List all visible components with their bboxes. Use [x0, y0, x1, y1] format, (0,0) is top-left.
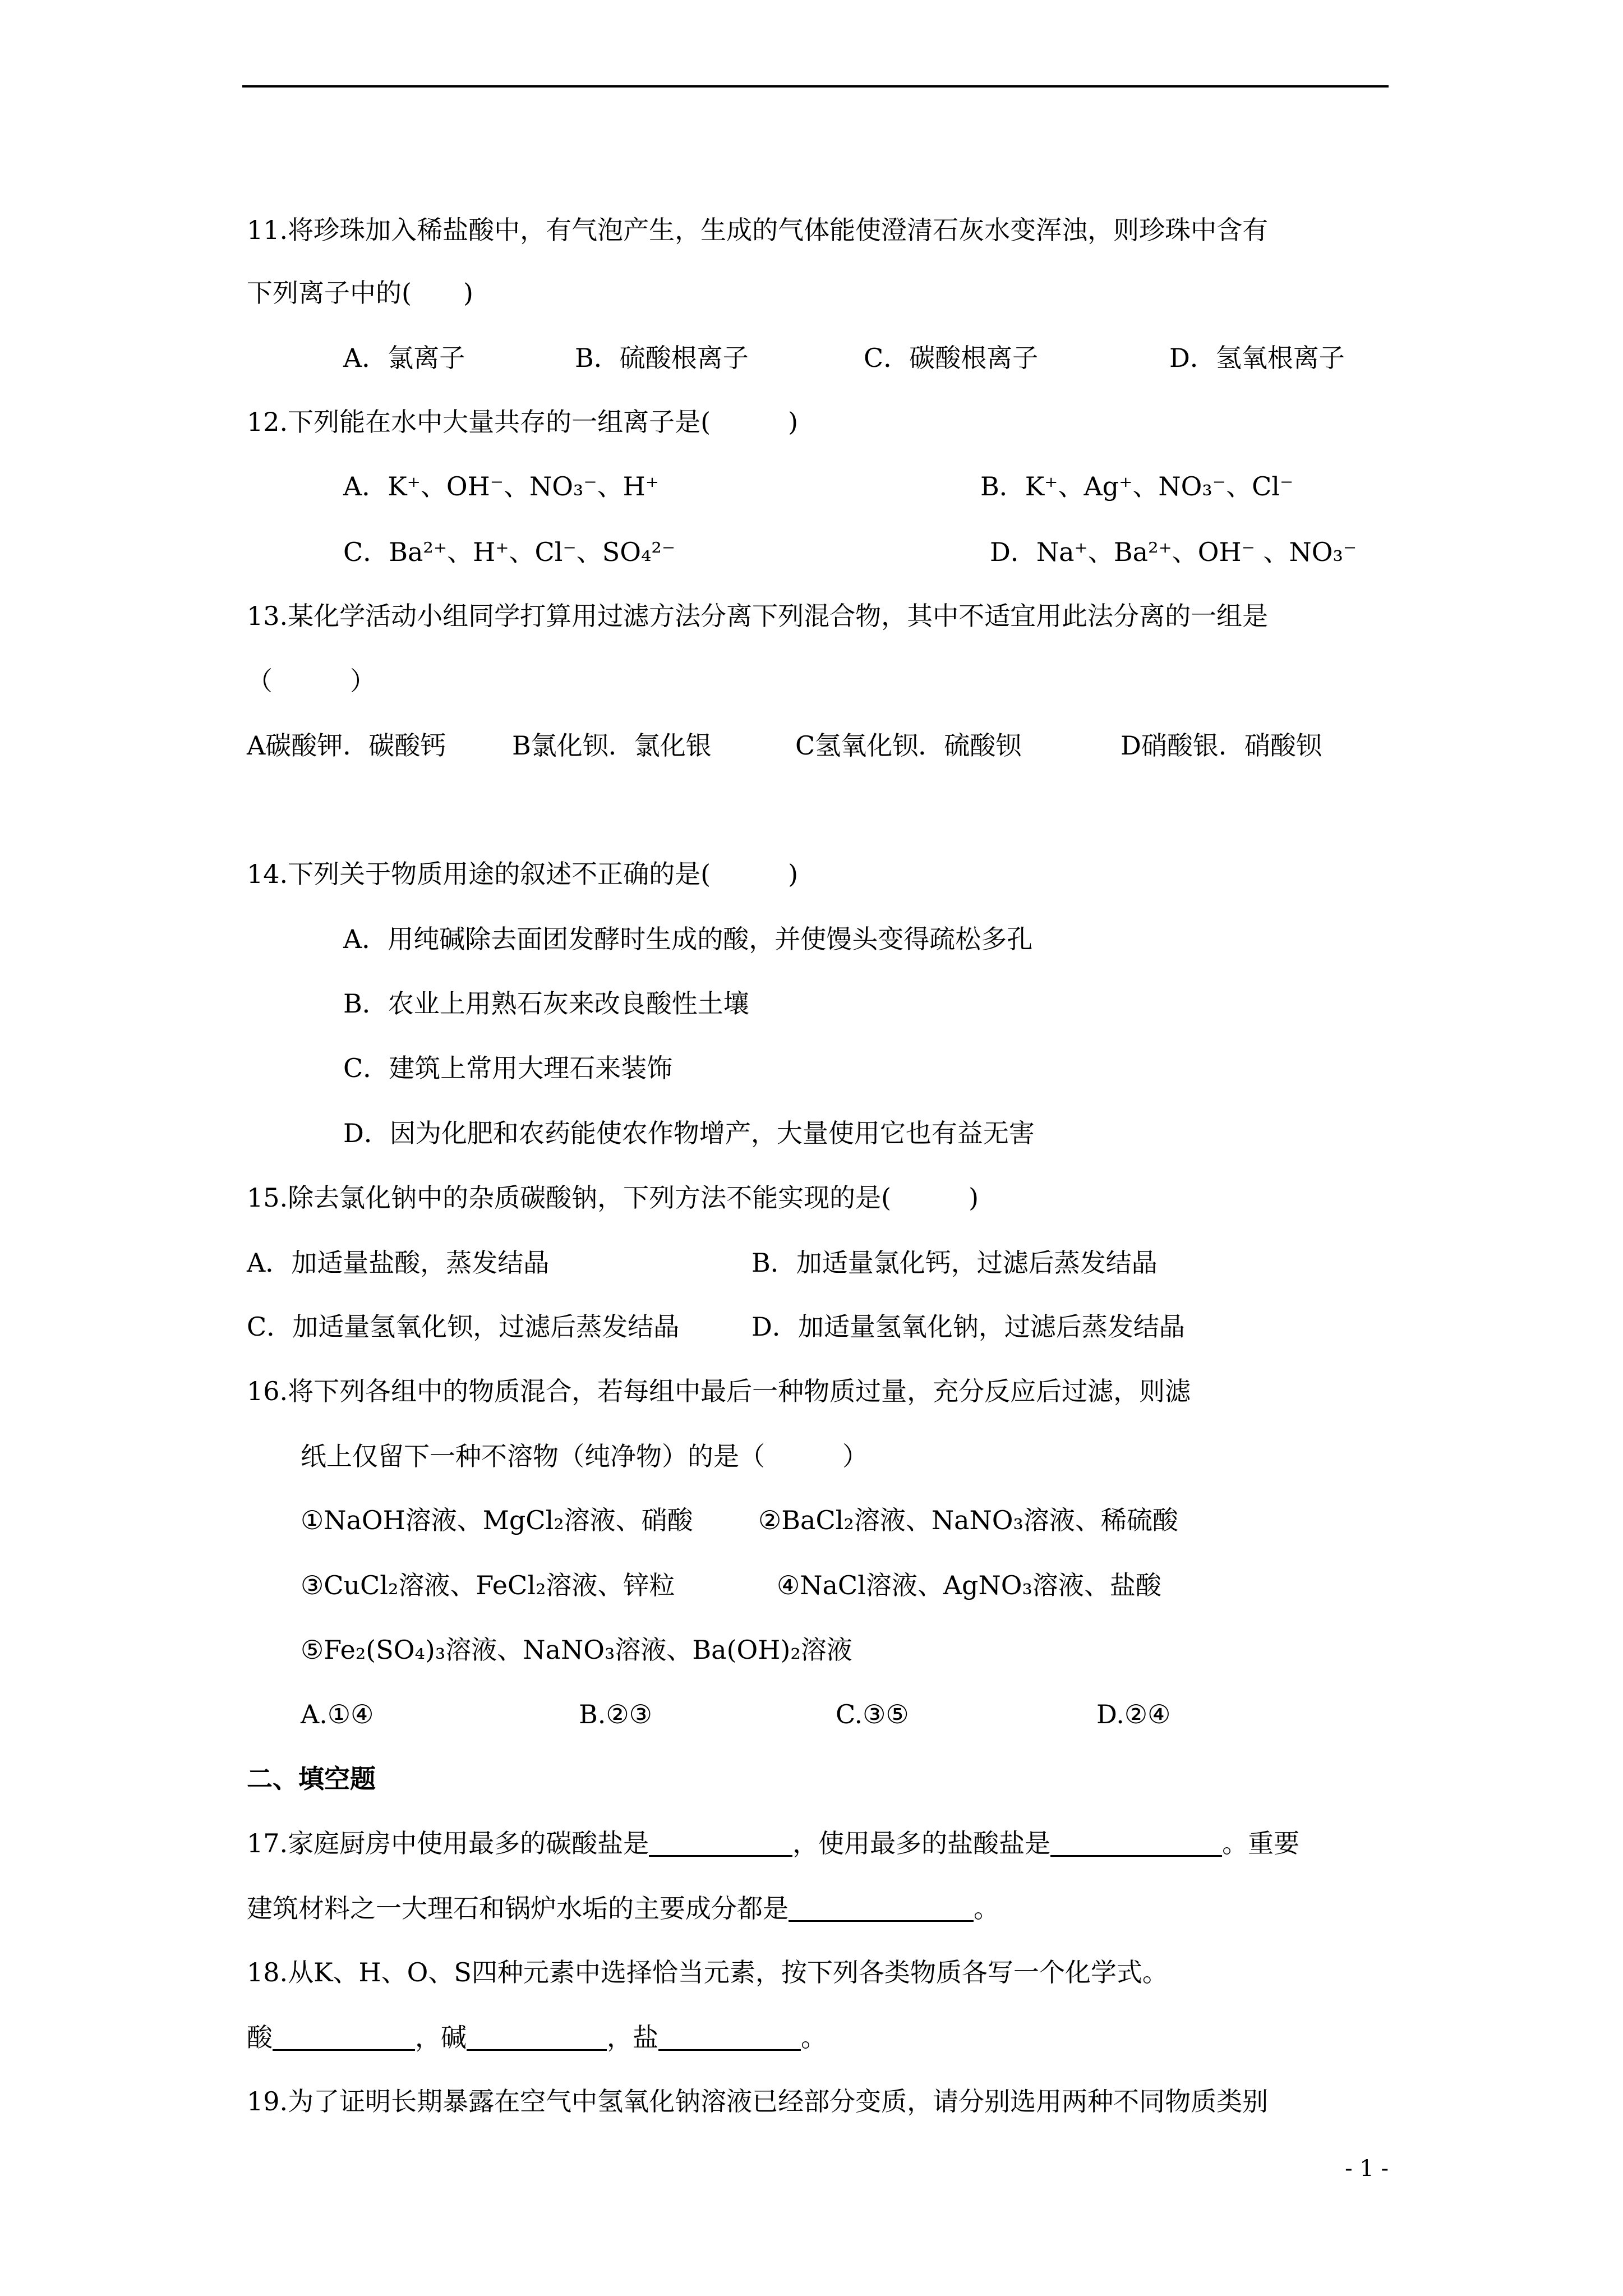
q15-stem: 15.除去氯化钠中的杂质碳酸钠，下列方法不能实现的是( ): [247, 1182, 979, 1213]
header-rule: [242, 85, 1389, 88]
q16-option-b: B.②③: [579, 1699, 652, 1729]
q11-option-d: D．氢氧根离子: [1169, 343, 1345, 373]
q15-option-b: B．加适量氯化钙，过滤后蒸发结晶: [751, 1248, 1158, 1278]
page-number: - 1 -: [1345, 2156, 1389, 2182]
q18-acid-label: 酸: [247, 2022, 273, 2053]
q18-base-blank[interactable]: [467, 2020, 607, 2051]
q13-option-a: A碳酸钾．碳酸钙: [247, 730, 446, 761]
q12-option-c: C．Ba²⁺、H⁺、Cl⁻、SO₄²⁻: [343, 537, 676, 567]
q16-item-4: ④NaCl溶液、AgNO₃溶液、盐酸: [777, 1570, 1161, 1600]
q13-line1: 13.某化学活动小组同学打算用过滤方法分离下列混合物，其中不适宜用此法分离的一组是: [247, 601, 1269, 631]
q11-line1: 11.将珍珠加入稀盐酸中，有气泡产生，生成的气体能使澄清石灰水变浑浊，则珍珠中含有: [247, 215, 1269, 245]
q14-option-a: A．用纯碱除去面团发酵时生成的酸，并使馒头变得疏松多孔: [343, 924, 1033, 954]
q15-option-d: D．加适量氢氧化钠，过滤后蒸发结晶: [751, 1312, 1185, 1342]
q16-item-3: ③CuCl₂溶液、FeCl₂溶液、锌粒: [301, 1570, 675, 1600]
q11-option-b: B．硫酸根离子: [575, 343, 749, 373]
q17-line1: [247, 1825, 1299, 1861]
q17-blank-2[interactable]: [1050, 1826, 1222, 1857]
q13-line2: （ ）: [247, 666, 376, 696]
q16-option-c: C.③⑤: [836, 1699, 909, 1729]
q17-text-4: 建筑材料之一大理石和锅炉水垢的主要成分都是: [247, 1893, 789, 1924]
q18-answers: [247, 2019, 827, 2055]
q17-blank-1[interactable]: [649, 1826, 792, 1857]
q11-option-c: C．碳酸根离子: [864, 343, 1039, 373]
q13-option-b: B氯化钡．氯化银: [512, 730, 712, 761]
q17-blank-3[interactable]: [789, 1891, 974, 1922]
q13-option-d: D硝酸银．硝酸钡: [1121, 730, 1322, 761]
q18-salt-blank[interactable]: [658, 2020, 801, 2051]
q12-option-a: A．K⁺、OH⁻、NO₃⁻、H⁺: [343, 471, 660, 501]
q13-option-c: C氢氧化钡．硫酸钡: [795, 730, 1022, 761]
q16-item-5: ⑤Fe₂(SO₄)₃溶液、NaNO₃溶液、Ba(OH)₂溶液: [301, 1635, 852, 1665]
q17-text-2: ，使用最多的盐酸盐是: [792, 1828, 1051, 1858]
q19-line1: 19.为了证明长期暴露在空气中氢氧化钠溶液已经部分变质，请分别选用两种不同物质类别: [247, 2086, 1269, 2116]
q18-stem: 18.从K、H、O、S四种元素中选择恰当元素，按下列各类物质各写一个化学式。: [247, 1957, 1168, 1987]
q16-line1: 16.将下列各组中的物质混合，若每组中最后一种物质过量，充分反应后过滤，则滤: [247, 1376, 1191, 1406]
q17-text-5: 。: [974, 1893, 999, 1924]
q11-line2: 下列离子中的( ): [247, 278, 473, 308]
q16-item-1: ①NaOH溶液、MgCl₂溶液、硝酸: [301, 1505, 693, 1535]
q15-option-c: C．加适量氢氧化钡，过滤后蒸发结晶: [247, 1312, 680, 1342]
q17-text-3: 。重要: [1222, 1828, 1300, 1858]
q18-acid-blank[interactable]: [273, 2020, 415, 2051]
q12-option-b: B．K⁺、Ag⁺、NO₃⁻、Cl⁻: [980, 471, 1294, 501]
q14-option-b: B．农业上用熟石灰来改良酸性土壤: [343, 988, 749, 1019]
q14-option-c: C．建筑上常用大理石来装饰: [343, 1053, 673, 1083]
q14-option-d: D．因为化肥和农药能使农作物增产，大量使用它也有益无害: [343, 1118, 1035, 1148]
q18-base-label: ，碱: [415, 2022, 467, 2053]
q14-stem: 14.下列关于物质用途的叙述不正确的是( ): [247, 859, 799, 889]
q16-line2: 纸上仅留下一种不溶物（纯净物）的是（ ）: [301, 1441, 868, 1471]
q17-text-1: 17.家庭厨房中使用最多的碳酸盐是: [247, 1828, 649, 1858]
q18-salt-label: ，盐: [607, 2022, 658, 2053]
q12-stem: 12.下列能在水中大量共存的一组离子是( ): [247, 407, 799, 437]
q16-option-d: D.②④: [1096, 1699, 1171, 1729]
q12-option-d: D．Na⁺、Ba²⁺、OH⁻ 、NO₃⁻: [990, 537, 1357, 567]
q17-line2: [247, 1890, 999, 1926]
q18-end: 。: [801, 2022, 827, 2053]
q15-option-a: A．加适量盐酸，蒸发结晶: [247, 1248, 550, 1278]
section-heading: 二、填空题: [247, 1764, 376, 1794]
q11-option-a: A．氯离子: [343, 343, 465, 373]
q16-option-a: A.①④: [301, 1699, 374, 1729]
q16-item-2: ②BaCl₂溶液、NaNO₃溶液、稀硫酸: [758, 1505, 1178, 1535]
